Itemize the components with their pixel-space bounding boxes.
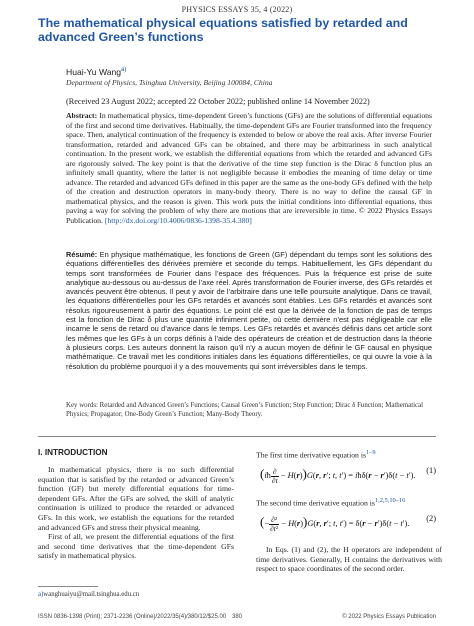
- resume: [66, 250, 432, 371]
- abstract-text: In mathematical physics, time-dependent Green’s functions (GFs) are the solutions of differential equations of the first and second time derivatives. Habitually, the time-dependent GFs are Fourier transformed into the frequency space. Then, analytical continuation of the frequency is extended to below or above the real axis. After inverse Fourier transformation, retarded and advanced GFs can be obtained, and there may be arbitrariness in such analytical continuation. In the present work, we establish the differential equations from which the retarded and advanced GFs are rigorously solved. The key point is that the derivative of the time step function is the Dirac δ function plus an infinitely small quantity, where the latter is not negligible because it embodies the meaning of time delay or time advance. The retarded and advanced GFs defined in this paper are the same as the one-body GFs defined with the help of the creation and destruction operators in many-body theory. There is no way to define the causal GF in mathematical physics, and the reason is given. This work puts the initial conditions into differential equations, thus paving a way for solving the problem of why there are motions that are irreversible in time. © 2022 Physics Essays Publication.: [66, 111, 432, 225]
- author-line: [66, 67, 126, 77]
- abstract-label: Abstract:: [66, 111, 98, 120]
- affiliation: Department of Physics, Tsinghua University, Beijing 100084, China: [66, 78, 273, 87]
- equation-2: [260, 510, 436, 532]
- article-title: The mathematical physical equations satisfied by retarded and advanced Green’s functions: [38, 16, 408, 44]
- equation-2-body: (− $\frac{\text{∂²}}{\text{∂t²}}$ − H(r))G(r, r′; t, t′) = δ(r − r′)δ(t − t′).: [260, 514, 410, 533]
- section-divider: [38, 436, 436, 437]
- footer-copyright: © 2022 Physics Essays Publication: [342, 614, 436, 620]
- footer-issn: ISSN 0836-1398 (Print); 2371-2236 (Online)/2022/35(4)/380/12/$25.00: [38, 614, 227, 620]
- doi-link[interactable]: [http://dx.doi.org/10.4006/0836-1398-35.4.380]: [104, 215, 252, 225]
- equation-1-number: (1): [426, 466, 436, 475]
- section-heading-introduction: I. INTRODUCTION: [38, 448, 108, 457]
- intro-paragraph-2: First of all, we present the differential equations of the first and second time derivatives that the time-dependent GFs satisfy in mathematical physics.: [38, 532, 234, 561]
- publication-dates: (Received 23 August 2022; accepted 22 October 2022; published online 14 November 2022): [66, 97, 370, 106]
- author-name: Huai-Yu Wang: [66, 67, 122, 77]
- footer-page-number: 380: [232, 614, 243, 620]
- citation-refs-2[interactable]: 1,2,5,10–16: [374, 497, 406, 504]
- resume-label: Résumé:: [66, 250, 98, 259]
- equation-1-body: (iħ $\frac{\partial}{\partial t}$ − H(r))G(r, r′; t, t′) = iħδ(r − r′)δ(t − t′).: [260, 466, 416, 485]
- first-derivative-intro: The first time derivative equation is$^{1-9}$: [256, 449, 376, 460]
- footnote-email[interactable]: wanghuaiyu@mail.tsinghua.edu.cn: [43, 591, 140, 598]
- keywords: Key words: Retarded and Advanced Green’s Functions; Causal Green’s Function; Step Function; Dirac δ Function; Mathematical Physics; Propagator; One-Body Green’s Function; Many-Body Theory.: [66, 402, 424, 418]
- footnote-divider: [38, 586, 98, 587]
- equation-2-number: (2): [426, 514, 436, 523]
- equation-1: [260, 462, 436, 484]
- second-derivative-intro: The second time derivative equation is$^{1,2,5,10-16}$: [256, 497, 406, 508]
- resume-text: En physique mathématique, les fonctions de Green (GF) dépendant du temps sont les solutions des équations différentielles des dérivées première et seconde du temps. Habituellement, les GFs dépendant du temps sont transformées de Fourier dans l’espace des fréquences. Puis la fréquence est prise de suite analytique au-dessous ou au-dessus de l’axe réel. Après transformation de Fourier inverse, des GFs retardés et avancés peuvent être obtenus. Il peut y avoir de l’arbitraire dans une telle poursuite analytique. Dans ce travail, les équations différentielles pour les GFs retardés et avancés sont établies. Les GFs retardés et avancés sont résolus rigoureusement à partir des équations. Le point clé est que la dérivée de la fonction de pas de temps est la fonction de Dirac δ plus une quantité infiniment petite, où cette dernière n’est pas négligeable car elle incarne le sens de retard ou d’avance dans le temps. Les GFs retardés et avancés définis dans cet article sont les mêmes que les GFs à un corps définis à l’aide des opérateurs de création et de destruction dans la théorie à plusieurs corps. Les auteurs donnent la raison qu’il n’y a aucun moyen de définir le GF causal en physique mathématique. Ce travail met les conditions initiales dans les équations différentielles, ce qui ouvre la voie à la résolution du problème pourquoi il y a des mouvements qui sont irréversibles dans le temps.: [66, 250, 432, 371]
- left-column: [38, 465, 234, 561]
- intro-paragraph-1: In mathematical physics, there is no such differential equation that is satisfied by the retarded or advanced Green’s function (GF) but merely differential equations for time-dependent GFs. After the GFs are solved, the skill of analytic continuation is utilized to produce the retarded or advanced GFs. In this work, we establish the equations for the retarded and advanced GFs and stress their physical meaning.: [38, 465, 234, 532]
- abstract: [66, 111, 432, 225]
- right-paragraph: In Eqs. (1) and (2), the H operators are independent of time derivatives. Generally, H contains the derivatives with respect to space coordinates of the second order.: [256, 545, 442, 574]
- footnote-mark: a): [38, 591, 44, 598]
- footnote: [38, 591, 139, 598]
- citation-refs-1[interactable]: 1–9: [365, 449, 376, 456]
- author-footnote-mark[interactable]: a): [121, 67, 127, 74]
- journal-header: PHYSICS ESSAYS 35, 4 (2022): [181, 5, 293, 14]
